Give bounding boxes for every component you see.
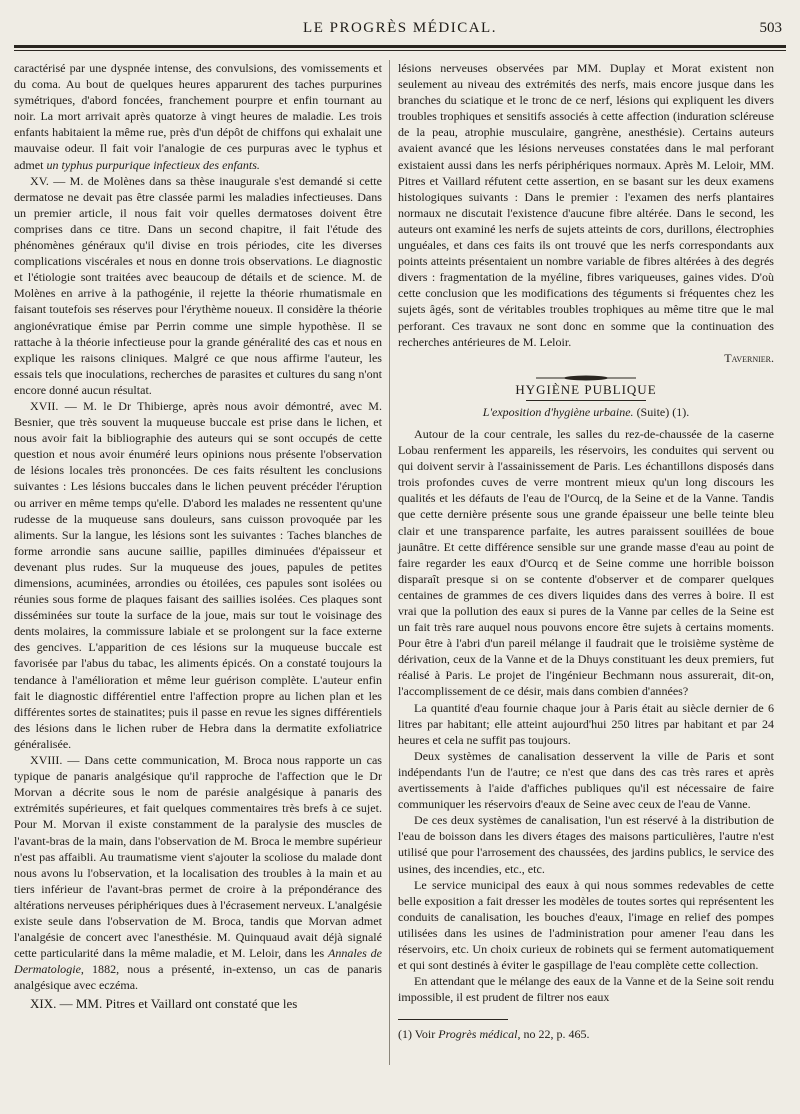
author-signature: Tavernier. xyxy=(724,350,774,365)
footnote: (1) Voir Progrès médical, no 22, p. 465. xyxy=(398,1027,590,1042)
paragraph: XVIII. — Dans cette communication, M. Broca nous rapporte un cas typique de panaris analgésique qu'il rapproche de l'affection que le Dr Morvan a décrite sous le nom de parésie analgésique à panaris des extrémités supérieures, et fait quelques commentaires très brefs à ce sujet. Pour M. Morvan il existe constamment de la paralysie des muscles de l'avant-bras de la main, dans l'observation de M. Broca le membre supérieur n'est pas affaibli. Au traumatisme vient s'ajouter la scoliose du malade dont nous avons lu l'observation, et la localisation des troubles à la main et au tiers inférieur de l'avant-bras permet de croire à la prépondérance des altérations nerveuses périphériques dues à l'écrasement nerveux. L'analgésie existe seule dans l'observation de M. Broca, tandis que Morvan admet l'analgésie de concert avec l'anesthésie. M. Quinquaud avait déjà signalé cette particularité dans la même maladie, et M. Leloir, dans les Annales de Dermatologie, 1882, nous a présenté, in-extenso, un cas de panaris analgésique avec eczéma. xyxy=(14,753,382,993)
journal-title: LE PROGRÈS MÉDICAL. xyxy=(303,20,497,36)
section-subtitle: L'exposition d'hygiène urbaine. (Suite) (1). xyxy=(482,404,690,419)
section-title-rule xyxy=(526,400,646,401)
paragraph: lésions nerveuses observées par MM. Duplay et Morat existent non seulement au niveau des extrémités des nerfs, mais encore jusque dans les branches du sciatique et le tronc de ce nerf, lésions qui expliquent les divers troubles trophiques et sensitifs associés à cette affection (induration scléreuse de la peau, atrophie musculaire, gangrène, anesthésie). Certains auteurs avaient avancé que les lésions nerveuses constatées dans le mal perforant existaient aussi dans les nerfs périphériques normaux. Après M. Leloir, MM. Pitres et Vaillard réfutent cette assertion, en se basant sur les deux examens histologiques suivants : Dans le premier : l'examen des nerfs plantaires normaux ne discutait l'existence d'aucune fibre altérée. Dans le second, les auteurs ont examiné les nerfs de sujets atteints de cors, durillons, électrophies unguéales, et dans ces faits ils ont trouvé que les nerfs correspondants aux points atteints présentaient un nombre variable de fibres altérées à des degrés divers : fragmentation de la myéline, fibres variqueuses, gaines vides. D'où cette conclusion que les modifications des téguments si fréquentes chez les sujets âgés, sont de véritables troubles trophiques au même titre que le mal perforant. Ces travaux ne sont donc en somme que la continuation des recherches antérieures de M. Leloir. xyxy=(398,61,774,349)
page-header xyxy=(14,20,786,44)
section-ornament xyxy=(398,370,774,380)
paragraph: Deux systèmes de canalisation desservent la ville de Paris et sont indépendants l'un de l'autre; ce n'est que dans des cas très rares et après avertissements à l'aide d'affiches publiques qu'il est nécessaire de faire communiquer les réservoirs d'eaux de Seine avec ceux de l'eau de Vanne. xyxy=(398,748,774,812)
column-divider xyxy=(389,60,390,1065)
paragraph: En attendant que le mélange des eaux de la Vanne et de la Seine soit rendu impossible, il est prudent de filtrer nos eaux xyxy=(398,974,774,1005)
footnote-rule xyxy=(398,1019,508,1020)
header-rule-thick xyxy=(14,45,786,48)
paragraph: La quantité d'eau fournie chaque jour à Paris était au siècle dernier de 6 litres par habitant; elle atteint aujourd'hui 250 litres par habitant et par 24 heures et cela ne suffit pas toujours. xyxy=(398,700,774,747)
paragraph: XV. — M. de Molènes dans sa thèse inaugurale s'est demandé si cette dermatose ne devait pas être classée parmi les maladies infectieuses. Dans un premier article, il nous fait voir quelles dermatoses doivent être comprises dans ce titre. Dans un second chapitre, il fait l'étude des phénomènes généraux qu'il divise en trois périodes, cite les diverses complications viscérales et nous en donne trois observations. Le diagnostic et l'étiologie sont traitées avec beaucoup de détails et de science. M. de Molènes en arrive à la pathogénie, il rejette la théorie rhumatismale en faisant toutefois ses réserves pour l'érythème noueux. Il considère la théorie angionévratique émise par Perrin comme une simple hypothèse. Il se rattache à la théorie infectieuse pour la grande généralité des cas et nous en explique les raisons cliniques. Malgré ce que nous affirme l'auteur, les essais tels que inoculations, recherches de parasites et cultures du sang n'ont encore donné aucun résultat. xyxy=(14,173,382,397)
paragraph: Le service municipal des eaux à qui nous sommes redevables de cette belle exposition a fait dresser les modèles de toutes sortes qui représentent les conduits de canalisation, les bouches d'eaux, l'image en relief des pompes utilisées dans les usines de l'administration pour amener l'eau dans les réservoirs, etc. Un choix curieux de robinets qui se ferment automatiquement et qui sont destinés à éviter le gaspillage de l'eau complète cette collection. xyxy=(398,877,774,973)
section-title: HYGIÈNE PUBLIQUE xyxy=(515,381,657,397)
paragraph: Autour de la cour centrale, les salles du rez-de-chaussée de la caserne Lobau renferment les appareils, les réservoirs, les conduites qui servent ou qui doivent servir à l'assainissement de Paris. Les échantillons disposés dans trois profondes cuves de verre montrent mieux qu'un long discours les qualités et les défauts de l'eau de l'Ourcq, de la Seine et de la Vanne. Tandis que cette dernière présente sous une grande épaisseur une belle teinte bleu clair et une transparence parfaite, les autres paraissent souillées de boue jaunâtre. Et cette différence sensible sur une grande masse d'eau au point de faire regarder les eaux d'Ourcq et de Seine comme une horrible boisson disparaît presque si on se contente d'observer et de comparer quelques centaines de grammes de ces divers liquides dans des verres à boire. Il est vrai que la pollution des eaux si pures de la Vanne par celles de la Seine est un fait très rare auquel nous pouvons encore être sujets à certains moments. Pour être à l'abri d'un pareil mélange il faudrait que le troisième système de dérivation, ceux de la Vanne et de la Dhuys constituant les deux premiers, fut réalisé à Paris. Le projet de l'ingénieur Bechmann nous assurerait, dit-on, l'accomplissement de ce désir, mais dans combien d'années? xyxy=(398,426,774,699)
left-column xyxy=(14,60,382,1013)
right-column xyxy=(398,60,774,1042)
page-number: 503 xyxy=(759,20,782,36)
paragraph: XVII. — M. le Dr Thibierge, après nous avoir démontré, avec M. Besnier, que très souvent la muqueuse buccale est prise dans le lichen, et nous avoir fait la bibliographie des auteurs qui se sont occupés de cette question et nous avoir énuméré leurs opinions nous présente l'observation de lésions locales très prononcées. De ces faits résultent les conclusions suivantes : Les lésions buccales dans le lichen peuvent précéder l'éruption ou arriver en même temps qu'elle. D'abord les malades ne ressentent qu'une rudesse de la muqueuse sans douleurs, sans cuisson provoquée par les aliments. Sur la langue, les lésions sont les suivantes : Taches blanches de forme arrondie sans aucune saillie, papilles diminuées d'épaisseur et devenant plus rudes. Sur la muqueuse des joues, papules de petites dimensions, acuminées, arrondies ou étoilées, ces papules sont isolées ou réunies sous forme de plaques faisant des saillies isolées. Ces plaques sont disséminées sur toute la surface de la joue, mais sur tout le voisinage des dents molaires, la commissure labiale et se prolongent sur la face externe des gencives. L'apparition de ces lésions sur la muqueuse buccale est favorisée par l'abus du tabac, les aliments épicés. On a constaté toujours la tendance à l'amélioration et même leur guérison complète. L'auteur enfin fait le diagnostic différentiel entre l'affection propre au lichen plan et les différentes sortes de stainatites; puis il passe en revue les signes différentiels des lésions dans le lichen ruber de Hebra dans la dermatite exfoliatrice généralisée. xyxy=(14,398,382,751)
paragraph: XIX. — MM. Pitres et Vaillard ont constaté que les xyxy=(30,996,298,1012)
paragraph: caractérisé par une dyspnée intense, des convulsions, des vomissements et du coma. Au bout de quelques heures apparurent des taches purpurines symétriques, d'abord foncées, franchement pourpre et enfin tournant au noir. La mort arrivait après quatorze à vingt heures de maladie. Les trois enfants habitaient la même rue, près d'un dépôt de chiffons qui exhalait une mauvaise odeur. Il fait voir l'analogie de ces purpuras avec le typhus et admet un typhus purpurique infectieux des enfants. xyxy=(14,61,382,172)
header-rule-thin xyxy=(14,50,786,51)
paragraph: De ces deux systèmes de canalisation, l'un est réservé à la distribution de l'eau de boisson dans les divers étages des maisons particulières, l'autre n'est utilisé que pour l'arrosement des chaussées, des jardins publics, le service des usines, des incendies, etc., etc. xyxy=(398,813,774,876)
